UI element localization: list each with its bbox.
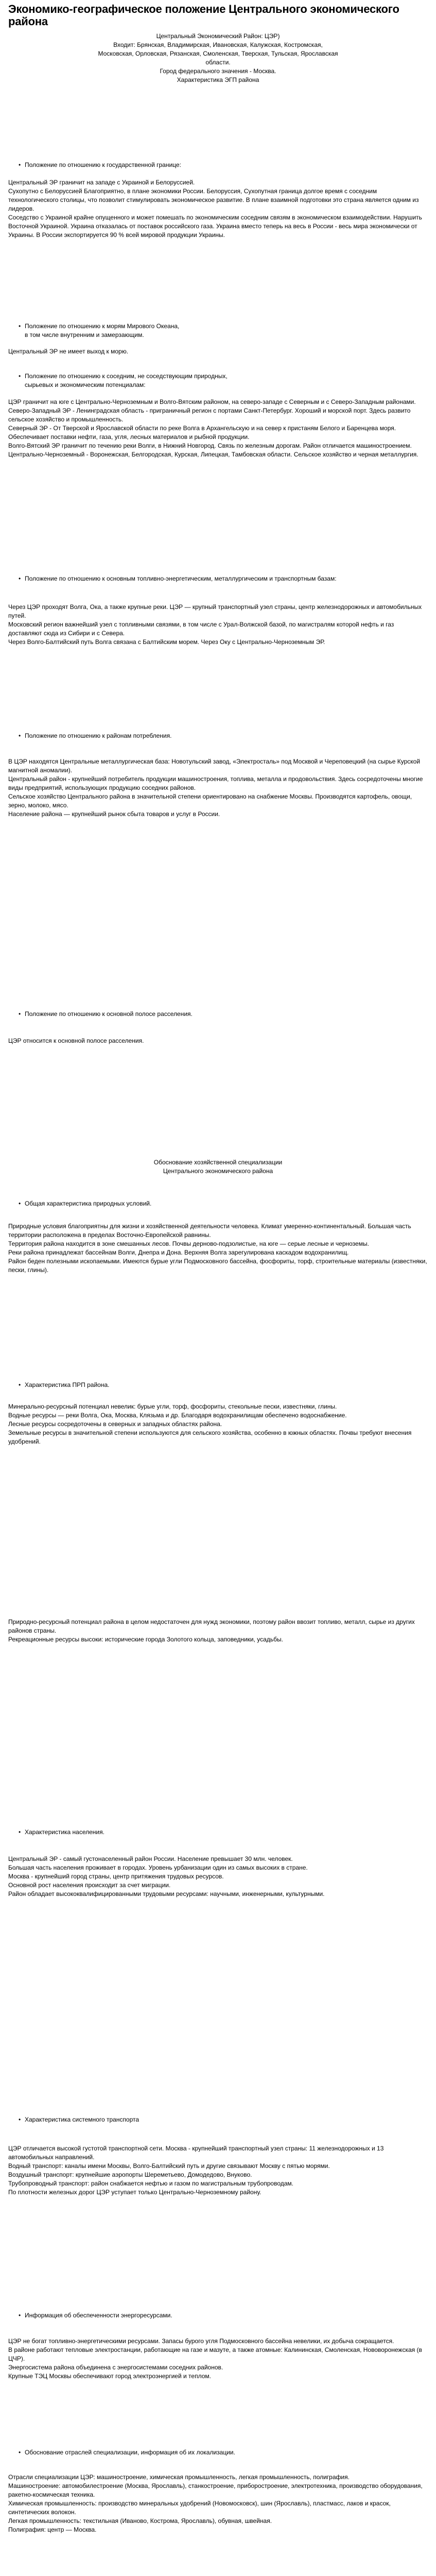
paragraph: Население района — крупнейший рынок сбыта товаров и услуг в России. bbox=[8, 810, 220, 818]
section-nature bbox=[8, 1199, 428, 1208]
paragraph: Водный транспорт: каналы имени Москвы, Волго-Балтийский путь и другие связывают Москву с пятью морями. bbox=[8, 2162, 330, 2170]
section-heading: • Характеристика населения. bbox=[19, 1828, 428, 1837]
section-fuel bbox=[8, 574, 428, 583]
paragraph: Район беден полезными ископаемыми. Имеются бурые угли Подмосковного бассейна, фосфориты, торф, строительные материалы (известняки, пески, глины). bbox=[8, 1258, 427, 1274]
paragraph: Отрасли специализации ЦЭР: машиностроение, химическая промышленность, легкая промышленность, полиграфия. bbox=[8, 2473, 350, 2481]
paragraph: Земельные ресурсы в значительной степени используются для сельского хозяйства, особенно в южных областях. Почвы требуют внесения удобрений. bbox=[8, 1429, 412, 1446]
paragraph: Водные ресурсы — реки Волга, Ока, Москва, Клязьма и др. Благодаря водохранилищам обеспечено водоснабжение. bbox=[8, 1412, 347, 1419]
section-consumers bbox=[8, 732, 428, 740]
section-heading: • Положение по отношению к основной полосе расселения. bbox=[19, 1010, 428, 1019]
section-prp bbox=[8, 1381, 428, 1389]
center-subheading: Центрального экономического района bbox=[163, 1167, 273, 1175]
paragraph: ЦЭР отличается высокой густотой транспортной сети. Москва - крупнейший транспортный узел страны: 11 железнодорожных и 13 автомобильных направлений. bbox=[8, 2145, 384, 2161]
section-heading: • Информация об обеспеченности энергоресурсами. bbox=[19, 2311, 428, 2320]
section-heading-cont: сырьевых и экономическим потенциалам: bbox=[25, 381, 146, 389]
section-nature-text bbox=[8, 1222, 428, 1275]
paragraph: Через Волго-Балтийский путь Волга связана с Балтийским морем. Через Оку с Центрально-Черноземным ЭР. bbox=[8, 638, 325, 646]
intro-block bbox=[8, 32, 428, 84]
section-heading: • Обоснование отраслей специализации, информация об их локализации. bbox=[19, 2448, 428, 2457]
section-neighbors-text bbox=[8, 398, 428, 459]
paragraph: Сельское хозяйство Центрального района в значительной степени ориентировано на снабжение Москвы. Производятся картофель, овощи, зерно, молоко, мясо. bbox=[8, 793, 412, 809]
paragraph: Центральный ЭР не имеет выход к морю. bbox=[8, 348, 129, 355]
paragraph: Волго-Вятский ЭР граничит по течению реки Волги, в Нижний Новгород. Связь по железным дорогам. Район отличается машиностроением. bbox=[8, 442, 412, 450]
intro-line: Входит: Брянская, Владимирская, Ивановская, Калужская, Костромская, bbox=[113, 41, 323, 49]
paragraph: ЦЭР относится к основной полосе расселения. bbox=[8, 1037, 144, 1044]
section-energy bbox=[8, 2311, 428, 2320]
paragraph: ЦЭР не богат топливно-энергетическими ресурсами. Запасы бурого угля Подмосковного бассейна невелики, их добыча сокращается. bbox=[8, 2337, 394, 2345]
intro-line: Центральный Экономический Район: ЦЭР) bbox=[156, 32, 280, 40]
section-transport bbox=[8, 2115, 428, 2124]
paragraph: Центральный ЭР граничит на западе с Украиной и Белоруссией. bbox=[8, 179, 195, 186]
paragraph: Северный ЭР - От Тверской и Ярославской области по реке Волга в Архангельскую и на север к пристаням Белого и Баренцева моря. Обеспечивает поставки нефти, газа, угля, лесных материалов и рыбной продукции. bbox=[8, 425, 396, 441]
section-prp-text bbox=[8, 1402, 428, 1446]
specialization-title bbox=[8, 1158, 428, 1176]
paragraph: Крупные ТЭЦ Москвы обеспечивают город электроэнергией и теплом. bbox=[8, 2372, 211, 2380]
paragraph: Природные условия благоприятны для жизни и хозяйственной деятельности человека. Климат умеренно-континентальный. Большая часть территории расположена в пределах Восточно-Европейской равнины. bbox=[8, 1223, 411, 1239]
paragraph: ЦЭР граничит на юге с Центрально-Черноземным и Волго-Вятским районом, на северо-западе с Северным и с Северо-Западным районами. bbox=[8, 398, 416, 405]
section-population bbox=[8, 1828, 428, 1837]
section-heading: • Положение по отношению к государственной границе: bbox=[19, 161, 428, 170]
section-neighbors bbox=[8, 372, 428, 389]
section-settlement bbox=[8, 1010, 428, 1019]
section-fuel-text bbox=[8, 603, 428, 647]
paragraph: Минерально-ресурсный потенциал невелик: бурые угли, торф, фосфориты, стекольные пески, известняки, глины. bbox=[8, 1403, 337, 1410]
document-title: Экономико-географическое положение Центрального экономического района bbox=[8, 3, 399, 28]
paragraph: Соседство с Украиной крайне опущенного и может помешать по экономическим соседним связям в экономическом взаимодействии. Нарушить Восточной Украиной. Украина отказалась от поставок российского газа. Украина вместо теперь на весь в России - весь мира экономически от Украины. В России экспортируется 90 % всей мировой продукции Украины. bbox=[8, 214, 422, 239]
paragraph: Воздушный транспорт: крупнейшие аэропорты Шереметьево, Домодедово, Внуково. bbox=[8, 2171, 252, 2179]
paragraph: Москва - крупнейший город страны, центр притяжения трудовых ресурсов. bbox=[8, 1873, 224, 1880]
section-energy-text bbox=[8, 2337, 428, 2381]
paragraph: Центральный ЭР - самый густонаселенный район России. Население превышает 30 млн. человек. bbox=[8, 1855, 293, 1862]
paragraph: Территория района находится в зоне смешанных лесов. Почвы дерново-подзолистые, на юге — серые лесные и черноземы. bbox=[8, 1240, 369, 1248]
section-border-text bbox=[8, 178, 428, 240]
paragraph: Рекреационные ресурсы высоки: исторические города Золотого кольца, заповедники, усадьбы. bbox=[8, 1636, 283, 1643]
section-prp-text-2 bbox=[8, 1618, 428, 1644]
paragraph: Московский регион важнейший узел с топливными связями, в том числе с Урал-Волжской базой, по магистралям которой нефть и газ доставляют сюда из Сибири и с Севера. bbox=[8, 621, 394, 637]
section-heading: • Положение по отношению к морям Мирового Океана, bbox=[19, 322, 428, 331]
section-heading: • Общая характеристика природных условий. bbox=[19, 1199, 428, 1208]
paragraph: По плотности железных дорог ЦЭР уступает только Центрально-Черноземному району. bbox=[8, 2189, 261, 2196]
paragraph: Трубопроводный транспорт: район снабжается нефтью и газом по магистральным трубопроводам. bbox=[8, 2180, 293, 2188]
section-heading: • Положение по отношению к районам потребления. bbox=[19, 732, 428, 740]
section-border bbox=[8, 161, 428, 170]
document-title-block bbox=[8, 3, 428, 28]
paragraph: Основной рост населения происходит за счет миграции. bbox=[8, 1882, 171, 1889]
section-population-text bbox=[8, 1855, 428, 1899]
section-sea-text bbox=[8, 347, 428, 356]
paragraph: Район обладает высококвалифицированными трудовыми ресурсами: научными, инженерными, культурными. bbox=[8, 1890, 325, 1898]
center-heading: Обоснование хозяйственной специализации bbox=[153, 1159, 283, 1166]
paragraph: Сухопутно с Белоруссией Благоприятно, в плане экономики России. Белоруссия, Сухопутная граница долгое время с соседним технологического столицы, что позволит стимулировать экономическое развитие. В плане взаимной подготовки это страна является одним из лидеров. bbox=[8, 188, 419, 213]
paragraph: Центральный район - крупнейший потребитель продукции машиностроения, топлива, металла и продовольствия. Здесь сосредоточены многие виды предприятий, использующих продукцию соседних районов. bbox=[8, 775, 423, 792]
paragraph: В ЦЭР находятся Центральные металлургическая база: Новотульский завод, «Электросталь» под Москвой и Череповецкий (на сырье Курской магнитной аномалии). bbox=[8, 758, 421, 774]
paragraph: Энергосистема района объединена с энергосистемами соседних районов. bbox=[8, 2364, 223, 2371]
paragraph: Легкая промышленность: текстильная (Иваново, Кострома, Ярославль), обувная, швейная. bbox=[8, 2517, 272, 2525]
section-heading-cont: в том числе внутренним и замерзающим. bbox=[25, 331, 144, 339]
paragraph: Большая часть населения проживает в городах. Уровень урбанизации один из самых высоких в стране. bbox=[8, 1864, 308, 1872]
section-transport-text bbox=[8, 2144, 428, 2197]
intro-line: Характеристика ЭГП района bbox=[177, 76, 259, 84]
section-sea bbox=[8, 322, 428, 340]
paragraph: Через ЦЭР проходят Волга, Ока, а также крупные реки. ЦЭР — крупный транспортный узел страны, центр железнодорожных и автомобильных путей. bbox=[8, 603, 422, 620]
section-settlement-text bbox=[8, 1037, 428, 1045]
intro-line: Город федерального значения - Москва. bbox=[160, 67, 276, 75]
paragraph: Химическая промышленность: производство минеральных удобрений (Новомосковск), шин (Ярославль), пластмасс, лаков и красок, синтетических волокон. bbox=[8, 2500, 391, 2516]
section-heading: • Положение по отношению к соседним, не соседствующим природных, bbox=[19, 372, 428, 381]
section-industry-text bbox=[8, 2473, 428, 2534]
paragraph: Лесные ресурсы сосредоточены в северных и западных областях района. bbox=[8, 1420, 222, 1428]
paragraph: Полиграфия: центр — Москва. bbox=[8, 2526, 97, 2534]
section-industry bbox=[8, 2448, 428, 2457]
section-heading: • Характеристика системного транспорта bbox=[19, 2115, 428, 2124]
intro-line: Московская, Орловская, Рязанская, Смоленская, Тверская, Тульская, Ярославская bbox=[98, 50, 338, 58]
paragraph: Природно-ресурсный потенциал района в целом недостаточен для нужд экономики, поэтому район ввозит топливо, металл, сырье из других районов страны. bbox=[8, 1618, 415, 1635]
paragraph: Центрально-Черноземный - Воронежская, Белгородская, Курская, Липецкая, Тамбовская области. Сельское хозяйство и черная металлургия. bbox=[8, 451, 418, 459]
paragraph: В районе работают тепловые электростанции, работающие на газе и мазуте, а также атомные: Калининская, Смоленская, Нововоронежская (в ЦЧР). bbox=[8, 2346, 422, 2363]
section-heading: • Характеристика ПРП района. bbox=[19, 1381, 428, 1389]
section-consumers-text bbox=[8, 757, 428, 819]
section-heading: • Положение по отношению к основным топливно-энергетическим, металлургическим и транспортным базам: bbox=[19, 574, 428, 583]
paragraph: Реки района принадлежат бассейнам Волги, Днепра и Дона. Верхняя Волга зарегулирована каскадом водохранилищ. bbox=[8, 1249, 349, 1257]
paragraph: Северо-Западный ЭР - Ленинградская область - приграничный регион с портами Санкт-Петербург. Хороший и морской порт. Здесь развито сельское хозяйство и промышленность. bbox=[8, 407, 411, 423]
paragraph: Машиностроение: автомобилестроение (Москва, Ярославль), станкостроение, приборостроение, электротехника, производство оборудования, ракетно-космическая техника. bbox=[8, 2482, 423, 2499]
intro-line: области. bbox=[205, 59, 231, 66]
